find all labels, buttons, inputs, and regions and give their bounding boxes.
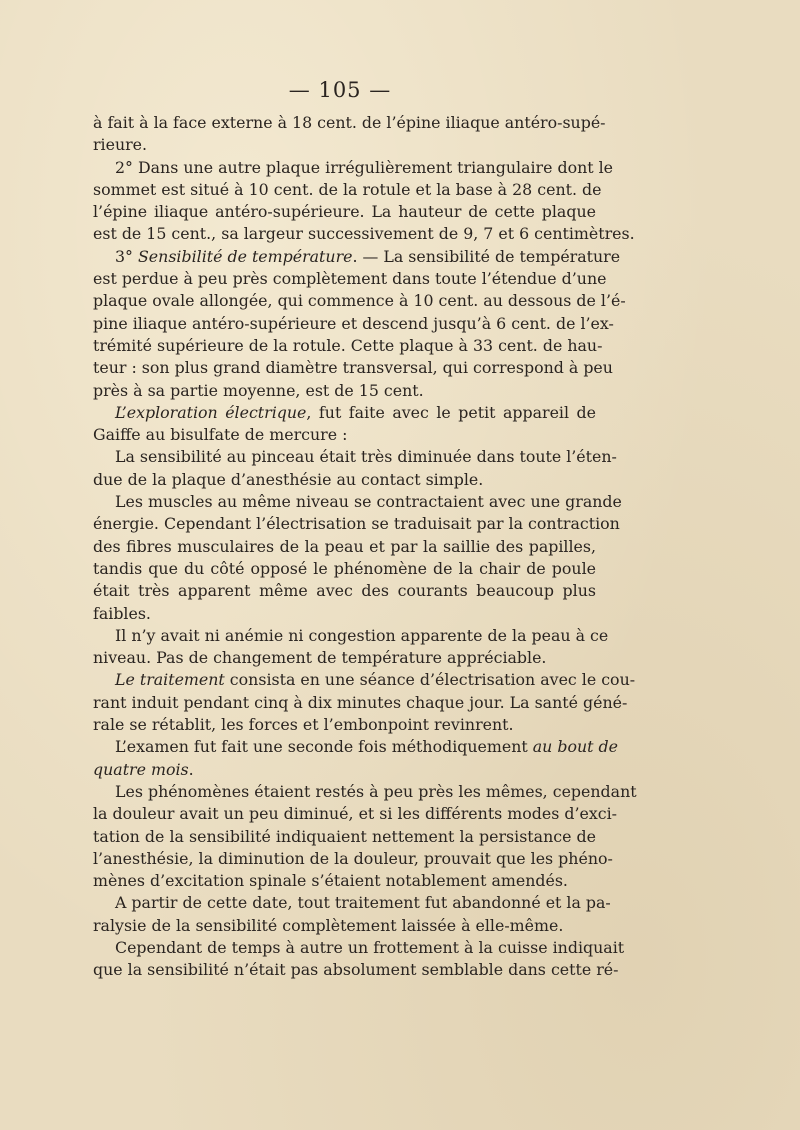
text-line — [93, 959, 619, 981]
line-text: teur : son plus grand diamètre transversal, qui correspond à peu — [93, 358, 613, 378]
line-text: niveau. Pas de changement de température appréciable. — [93, 648, 547, 668]
paragraph-start-line — [93, 736, 619, 758]
text-line — [93, 357, 613, 379]
line-text: 2° Dans une autre plaque irrégulièrement triangulaire dont le — [115, 157, 614, 177]
paragraph-start-line — [93, 669, 636, 691]
line-text: à fait à la face externe à 18 cent. de l’épine iliaque antéro-supé- — [93, 113, 606, 132]
line-text: des fibres musculaires de la peau et par la saillie des papilles, — [93, 536, 596, 556]
text-line — [93, 380, 596, 402]
text-line — [93, 223, 635, 245]
text-line — [93, 647, 596, 669]
paragraph-start-line — [93, 781, 637, 803]
line-text: tation de la sensibilité indiquaient nettement la persistance de — [93, 826, 596, 846]
line-text: faibles. — [93, 603, 151, 623]
line-text: tandis que du côté opposé le phénomène de la chair de poule — [93, 558, 596, 578]
text-line — [93, 290, 626, 312]
paragraph-start-line — [93, 402, 596, 424]
line-text: consista en une séance d’électrisation avec le cou- — [224, 670, 636, 690]
text-line — [93, 179, 602, 201]
text-line — [93, 759, 596, 781]
paragraph-start-line — [93, 892, 611, 914]
text-line — [93, 201, 596, 223]
italic-heading: L’exploration électrique — [115, 402, 307, 422]
line-text: près à sa partie moyenne, est de 15 cent. — [93, 380, 424, 400]
line-text: . — La sensibilité de température — [352, 246, 621, 266]
italic-text: au bout de — [532, 737, 619, 757]
line-text: était très apparent même avec des courants beaucoup plus — [93, 581, 596, 601]
text-line — [93, 848, 613, 870]
line-text: rieure. — [93, 135, 148, 155]
line-text: , fut faite avec le petit appareil de — [306, 402, 596, 422]
line-text: l’anesthésie, la diminution de la douleur, prouvait que les phéno- — [93, 848, 613, 868]
line-text: Il n’y avait ni anémie ni congestion apparente de la peau à ce — [115, 625, 609, 645]
italic-heading: Sensibilité de température — [137, 246, 353, 266]
text-line — [93, 692, 628, 714]
text-line — [93, 513, 620, 535]
text-line — [93, 558, 596, 580]
line-text: rant induit pendant cinq à dix minutes chaque jour. La santé géné- — [93, 692, 628, 712]
text-line — [93, 536, 596, 558]
text-line — [93, 580, 596, 602]
line-text: est perdue à peu près complètement dans toute l’étendue d’une — [93, 269, 607, 289]
line-text: Gaiffe au bisulfate de mercure : — [93, 425, 348, 445]
line-text: que la sensibilité n’était pas absolument semblable dans cette ré- — [93, 960, 619, 980]
page-number: — 105 — — [288, 78, 392, 102]
line-text: ralysie de la sensibilité complètement laissée à elle-même. — [93, 915, 564, 935]
paragraph-start-line — [93, 157, 614, 179]
text-line — [93, 803, 617, 825]
text-line — [93, 313, 614, 335]
text-line — [93, 268, 607, 290]
line-text: due de la plaque d’anesthésie au contact simple. — [93, 469, 484, 489]
line-text: pine iliaque antéro-supérieure et descend jusqu’à 6 cent. de l’ex- — [93, 313, 614, 333]
line-text: trémité supérieure de la rotule. Cette plaque à 33 cent. de hau- — [93, 335, 603, 355]
text-line — [93, 469, 596, 491]
paragraph-start-line — [93, 491, 622, 513]
text-line — [93, 915, 596, 937]
italic-text: quatre mois — [93, 759, 189, 779]
text-line — [93, 870, 596, 892]
line-text: Les muscles au même niveau se contractaient avec une grande — [115, 492, 622, 512]
text-line — [93, 335, 603, 357]
line-text: énergie. Cependant l’électrisation se traduisait par la contraction — [93, 514, 620, 534]
line-text: sommet est situé à 10 cent. de la rotule et la base à 28 cent. de — [93, 179, 602, 199]
paragraph-start-line — [93, 937, 625, 959]
line-text: mènes d’excitation spinale s’étaient notablement amendés. — [93, 871, 568, 891]
line-text: l’épine iliaque antéro-supérieure. La hauteur de cette plaque — [93, 202, 596, 222]
line-text: est de 15 cent., sa largeur successivement de 9, 7 et 6 centimètres. — [93, 224, 635, 244]
line-text: Cependant de temps à autre un frottement à la cuisse indiquait — [115, 937, 625, 957]
line-text: Les phénomènes étaient restés à peu près les mêmes, cependant — [115, 781, 637, 801]
body-text — [93, 112, 637, 982]
text-line — [93, 134, 596, 156]
text-line — [93, 112, 606, 134]
text-line — [93, 603, 596, 625]
line-text: A partir de cette date, tout traitement fut abandonné et la pa- — [115, 893, 611, 913]
italic-heading: Le traitement — [115, 670, 225, 690]
text-line — [93, 714, 596, 736]
line-text: la douleur avait un peu diminué, et si les différents modes d’exci- — [93, 804, 617, 824]
text-line — [93, 826, 596, 848]
line-text: La sensibilité au pinceau était très diminuée dans toute l’éten- — [115, 447, 617, 467]
text-line — [93, 424, 596, 446]
line-text: L’examen fut fait une seconde fois méthodiquement — [115, 737, 533, 757]
line-text: plaque ovale allongée, qui commence à 10 cent. au dessous de l’é- — [93, 291, 626, 311]
line-text: 3° — [115, 246, 138, 266]
paragraph-start-line — [93, 246, 621, 268]
line-text: . — [188, 759, 194, 779]
paragraph-start-line — [93, 446, 617, 468]
line-text: rale se rétablit, les forces et l’embonpoint revinrent. — [93, 715, 514, 735]
paragraph-start-line — [93, 625, 609, 647]
